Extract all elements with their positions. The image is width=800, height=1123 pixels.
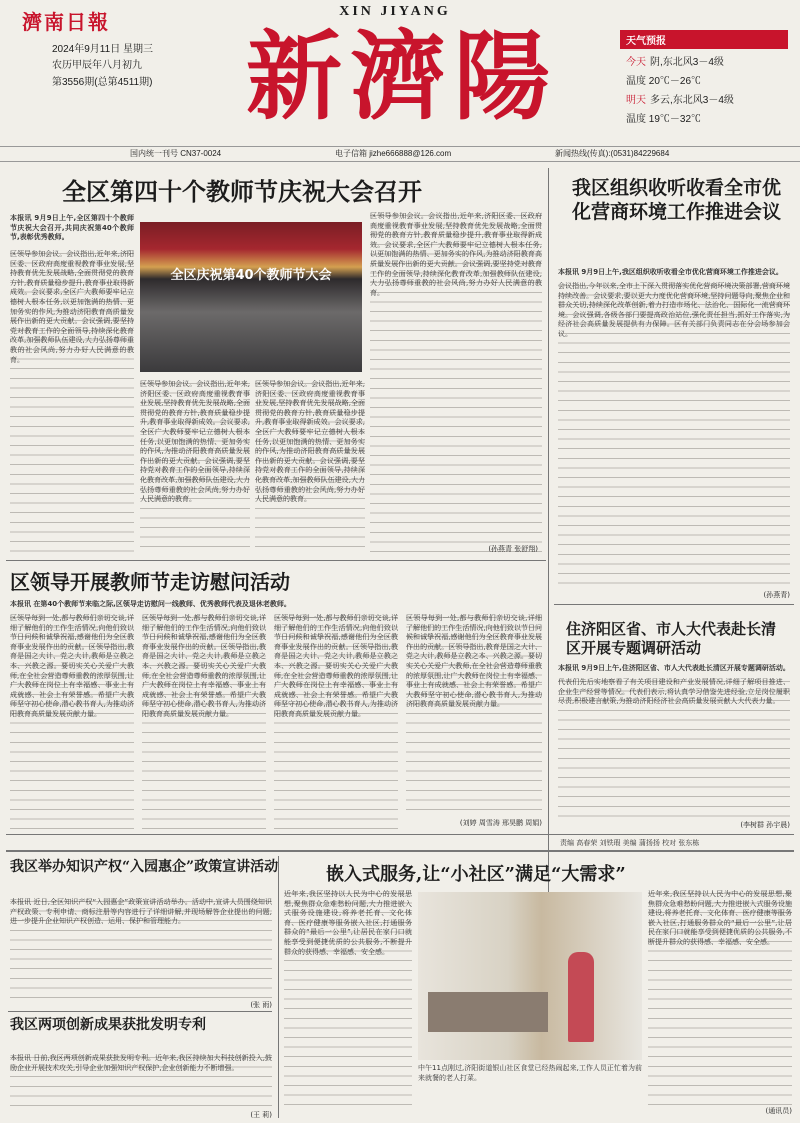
lead-text: 本报讯 9月9日上午,全区第四十个教师节庆祝大会召开,共同庆祝第40个教师节,表彰优秀教师。: [10, 214, 134, 242]
article-4-byline: (李树群 孙宇晨): [740, 821, 790, 829]
article-1-body-col4: 区领导参加会议。会议指出,近年来,济阳区委、区政府高度重视教育事业发展,坚持教育优先发展战略,全面贯彻党的教育方针,教育质量稳步提升,教育事业取得新成效。会议要求,全区广大教师要牢记立德树人根本任务,以更加饱满的热情、更加务实的作风,为推动济阳教育高质量发展作出新的更大贡献。会议强调,要坚持党对教育工作的全面领导,持续深化教育改革,加强教师队伍建设,大力弘扬尊师重教的社会风尚,努力办好人民满意的教育。: [370, 212, 542, 552]
article-6-title: 我区两项创新成果获批发明专利: [10, 1017, 206, 1033]
masthead-logo: 新濟陽: [246, 20, 558, 133]
article-2-lead: [558, 268, 790, 280]
info-strip: [0, 146, 800, 162]
weather-today-temp: 温度 20℃－26℃: [626, 76, 702, 87]
photo-banner-text: 全区庆祝第40个教师节大会: [170, 268, 332, 283]
publication-date: 2024年9月11日 星期三: [52, 44, 153, 55]
article-5-byline: (张 雨): [250, 1001, 272, 1009]
article-2-body: 会议指出,今年以来,全市上下深入贯彻落实优化营商环境决策部署,营商环境持续改善。会议要求,要以更大力度优化营商环境,坚持问题导向,聚焦企业和群众关切,持续深化改革创新,着力打造市场化、法治化、国际化一流营商环境。会议强调,各级各部门要提高政治站位,强化责任担当,抓好工作落实,为经济社会高质量发展提供有力保障。区有关部门负责同志在分会场参加会议。: [558, 282, 790, 588]
article-3-title: 区领导开展教师节走访慰问活动: [10, 570, 290, 594]
article-1-body-col1: 区领导参加会议。会议指出,近年来,济阳区委、区政府高度重视教育事业发展,坚持教育优先发展战略,全面贯彻党的教育方针,教育质量稳步提升,教育事业取得新成效。会议要求,全区广大教师要牢记立德树人根本任务,以更加饱满的热情、更加务实的作风,为推动济阳教育高质量发展作出新的更大贡献。会议强调,要坚持党对教育工作的全面领导,持续深化教育改革,加强教师队伍建设,大力弘扬尊师重教的社会风尚,努力办好人民满意的教育。: [10, 250, 134, 555]
article-4-lead: [558, 664, 790, 676]
hotline: 新闻热线(传真):(0531)84229684: [555, 149, 670, 158]
lead-text: 本报讯 在第40个教师节来临之际,区领导走访慰问一线教师、优秀教师代表及退休老教师。: [10, 600, 291, 608]
article-1-body-col2: 区领导参加会议。会议指出,近年来,济阳区委、区政府高度重视教育事业发展,坚持教育优先发展战略,全面贯彻党的教育方针,教育质量稳步提升,教育事业取得新成效。会议要求,全区广大教师要牢记立德树人根本任务,以更加饱满的热情、更加务实的作风,为推动济阳教育高质量发展作出新的更大贡献。会议强调,要坚持党对教育工作的全面领导,持续深化教育改革,加强教师队伍建设,大力弘扬尊师重教的社会风尚,努力办好人民满意的教育。: [140, 380, 250, 555]
today-label: 今天: [626, 57, 646, 68]
article-6-byline: (王 莉): [250, 1111, 272, 1119]
issue-number: 第3556期(总第4511期): [52, 77, 153, 88]
divider: [6, 560, 546, 561]
today-desc: 阴,东北风3－4级: [650, 57, 724, 68]
article-2-title: 我区组织收听收看全市优化营商环境工作推进会议: [572, 177, 782, 223]
divider: [6, 850, 794, 852]
weather-today: [620, 53, 788, 68]
article-4-body: 代表们先后实地察看了有关项目建设和产业发展情况,详细了解项目推进、企业生产经营等情况。代表们表示,将认真学习借鉴先进经验,立足岗位履职尽责,积极建言献策,为推动济阳经济社会高质量发展贡献人大代表力量。: [558, 678, 790, 818]
weather-box: [620, 30, 788, 150]
divider: [8, 1011, 272, 1012]
article-2-byline: (孙燕青): [763, 591, 790, 599]
masthead-pinyin: XIN JIYANG: [339, 4, 451, 19]
article-1-body-col3: 区领导参加会议。会议指出,近年来,济阳区委、区政府高度重视教育事业发展,坚持教育优先发展战略,全面贯彻党的教育方针,教育质量稳步提升,教育事业取得新成效。会议要求,全区广大教师要牢记立德树人根本任务,以更加饱满的热情、更加务实的作风,为推动济阳教育高质量发展作出新的更大贡献。会议强调,要坚持党对教育工作的全面领导,持续深化教育改革,加强教师队伍建设,大力弘扬尊师重教的社会风尚,努力办好人民满意的教育。: [255, 380, 365, 555]
tomorrow-desc: 多云,东北风3－4级: [650, 95, 734, 106]
article-7-body-col3: 近年来,我区坚持以人民为中心的发展思想,聚焦群众急难愁盼问题,大力推进嵌入式服务设施建设,将养老托育、文化体育、医疗健康等服务嵌入社区,打通服务群众的“最后一公里”,让居民在家门口就能享受到便捷优质的公共服务,不断提升群众的获得感、幸福感、安全感。: [648, 890, 792, 1106]
article-1-title: 全区第四十个教师节庆祝大会召开: [62, 177, 422, 206]
article-7-photo: [418, 892, 642, 1060]
article-3-body-col2: 区领导每到一处,都与教师们亲切交谈,详细了解他们的工作生活情况,向他们致以节日问候和诚挚祝福,感谢他们为全区教育事业发展作出的贡献。区领导指出,教育是国之大计、党之大计,教师是立教之本、兴教之源。要切实关心关爱广大教师,在全社会营造尊师重教的浓厚氛围,让广大教师在岗位上有幸福感、事业上有成就感、社会上有荣誉感。希望广大教师坚守初心使命,潜心教书育人,为推动济阳教育高质量发展贡献力量。: [142, 614, 266, 830]
article-1-byline: (孙燕青 张舒翔): [488, 545, 538, 553]
column-divider: [278, 856, 279, 1118]
article-3-body-col4: 区领导每到一处,都与教师们亲切交谈,详细了解他们的工作生活情况,向他们致以节日问候和诚挚祝福,感谢他们为全区教育事业发展作出的贡献。区领导指出,教育是国之大计、党之大计,教师是立教之本、兴教之源。要切实关心关爱广大教师,在全社会营造尊师重教的浓厚氛围,让广大教师在岗位上有幸福感、事业上有成就感、社会上有荣誉感。希望广大教师坚守初心使命,潜心教书育人,为推动济阳教育高质量发展贡献力量。: [406, 614, 542, 810]
article-7-body-col1: 近年来,我区坚持以人民为中心的发展思想,聚焦群众急难愁盼问题,大力推进嵌入式服务设施建设,将养老托育、文化体育、医疗健康等服务嵌入社区,打通服务群众的“最后一公里”,让居民在家门口就能享受到便捷优质的公共服务,不断提升群众的获得感、幸福感、安全感。: [284, 890, 412, 1112]
lunar-date: 农历甲辰年八月初九: [52, 60, 142, 71]
photo-group: [428, 992, 548, 1032]
weather-tomorrow: [620, 91, 788, 106]
article-7-caption: 中午11点刚过,济阳街道银山社区食堂已经热闹起来,工作人员正忙着为前来就餐的老人打菜。: [418, 1064, 642, 1082]
weather-title: 天气预报: [620, 30, 788, 49]
article-3-byline: (刘婷 周雪涛 邢昊鹏 周娟): [459, 819, 542, 827]
editors-line: 责编 高春荣 刘铁瑕 美编 蒲扬扬 校对 张东栋: [560, 839, 700, 847]
article-5-body: 本报讯 近日,全区知识产权“入园惠企”政策宣讲活动举办。活动中,宣讲人员围绕知识产权政策、专利申请、商标注册等内容进行了详细讲解,并现场解答企业提出的问题,进一步提升企业知识产权创造、运用、保护和管理能力。: [10, 898, 272, 998]
newspaper-small-logo: 濟南日報: [22, 10, 110, 34]
article-5-title: 我区举办知识产权“入园惠企”政策宣讲活动: [10, 859, 279, 875]
divider: [6, 834, 794, 835]
article-4-title: 住济阳区省、市人大代表赴长清区开展专题调研活动: [566, 620, 777, 657]
lead-text: 本报讯 9月9日上午,我区组织收听收看全市优化营商环境工作推进会议。: [558, 268, 783, 276]
email: 电子信箱 jizhe666888@126.com: [335, 149, 452, 158]
weather-tomorrow-temp: 温度 19℃－32℃: [626, 114, 702, 125]
tomorrow-label: 明天: [626, 95, 646, 106]
photo-figure: [568, 952, 594, 1042]
lead-text: 本报讯 9月9日上午,住济阳区省、市人大代表赴长清区开展专题调研活动。: [558, 664, 790, 672]
article-3-lead: [10, 600, 540, 612]
article-7-title: 嵌入式服务,让“小社区”满足“大需求”: [326, 864, 626, 885]
cn-number: 国内统一刊号 CN37-0024: [130, 149, 222, 158]
article-3-body-col1: 区领导每到一处,都与教师们亲切交谈,详细了解他们的工作生活情况,向他们致以节日问候和诚挚祝福,感谢他们为全区教育事业发展作出的贡献。区领导指出,教育是国之大计、党之大计,教师是立教之本、兴教之源。要切实关心关爱广大教师,在全社会营造尊师重教的浓厚氛围,让广大教师在岗位上有幸福感、事业上有成就感、社会上有荣誉感。希望广大教师坚守初心使命,潜心教书育人,为推动济阳教育高质量发展贡献力量。: [10, 614, 134, 830]
article-7-byline: (通讯员): [765, 1107, 792, 1115]
article-6-body: 本报讯 日前,我区两项创新成果获批发明专利。近年来,我区持续加大科技创新投入,鼓励企业开展技术攻关,引导企业加强知识产权保护,企业创新能力不断增强。: [10, 1054, 272, 1112]
divider: [554, 604, 794, 605]
article-1-photo: [140, 222, 362, 372]
article-3-body-col3: 区领导每到一处,都与教师们亲切交谈,详细了解他们的工作生活情况,向他们致以节日问候和诚挚祝福,感谢他们为全区教育事业发展作出的贡献。区领导指出,教育是国之大计、党之大计,教师是立教之本、兴教之源。要切实关心关爱广大教师,在全社会营造尊师重教的浓厚氛围,让广大教师在岗位上有幸福感、事业上有成就感、社会上有荣誉感。希望广大教师坚守初心使命,潜心教书育人,为推动济阳教育高质量发展贡献力量。: [274, 614, 398, 830]
